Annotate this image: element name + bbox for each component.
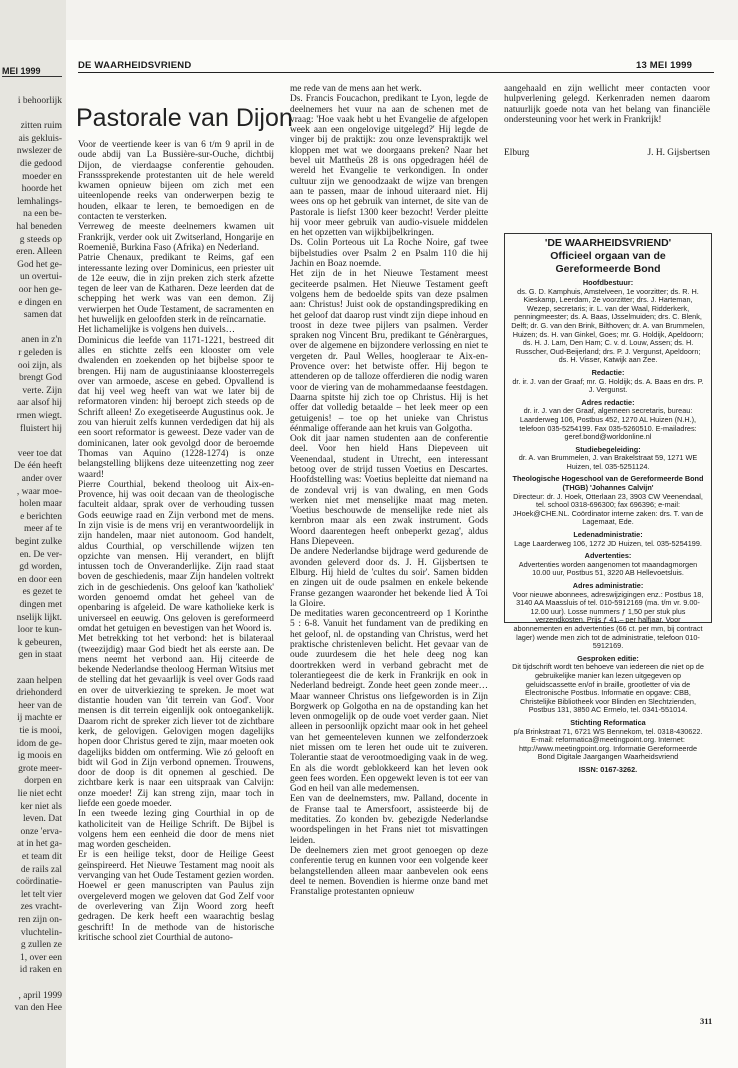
article-paragraph: Dominicus die leefde van 1171-1221, bestreed dit alles en stichtte zelfs een klooster om vele dwalenden en zoekenden op het bijbelse spoor te brengen. Hij nam de augustiniaanse kloosterregels over van armoede, ascese en gebed. Opvallend is dat hij veel weg heeft van wat we later bij de reformatoren vinden: hij beroept zich steeds op de Schrift alleen! Zo exegetiseerde Augustinus ook. Je zou van hieruit zelfs kunnen verdedigen dat hij als een soort reformator is geweest. Deze vader van de dominicanen, later ook gevolgd door de beroemde Thomas van Aquino (1228-1274) is onze belangstelling blijkens deze uiteenzetting nog zeer waard! (78, 335, 274, 480)
gutter-line: dorpen en (24, 776, 62, 787)
colophon-section-heading: Adres administratie: (572, 581, 644, 590)
gutter-line: na een be- (22, 209, 62, 220)
gutter-line: aar alsof hij (17, 398, 62, 409)
gutter-line: idom de ge- (16, 738, 62, 749)
gutter-line: i behoorlijk (17, 96, 62, 106)
gutter-line: r geleden is (18, 348, 62, 358)
colophon-section-heading: Studiebegeleiding: (575, 444, 641, 454)
colophon-section-heading: Hoofdbestuur: (582, 278, 634, 287)
gutter-line: zes vracht- (20, 902, 62, 913)
article-paragraph: Ds. Colin Porteous uit La Roche Noire, gaf twee bijbelstudies over Psalm 2 en Psalm 110 die hij Jachin en Boaz noemde. (290, 238, 488, 270)
gutter-line: g zullen ze (20, 940, 62, 951)
article-paragraph: me rede van de mens aan het werk. (290, 84, 422, 94)
article-column-2 (290, 84, 488, 1010)
gutter-line: hoorde het (21, 184, 62, 195)
gutter-line: en door een (17, 574, 62, 585)
gutter-line: leven. Dat (22, 814, 62, 825)
gutter-line: gd worden, (19, 562, 62, 573)
gutter-line: ig moois en (17, 751, 62, 762)
header-rule (78, 72, 714, 73)
gutter-line: nwslezer de (16, 146, 62, 157)
gutter-line: at in het ga- (16, 839, 62, 850)
gutter-line: hal beneden (16, 222, 62, 232)
gutter-line: en. De ver- (19, 549, 62, 560)
gutter-line: ren zijn on- (18, 915, 62, 925)
colophon-section-heading: Theologische Hogeschool van de Gereformeerde Bond (THGB) 'Johannes Calvijn' (512, 474, 704, 493)
article-paragraph: Patrie Chenaux, predikant te Reims, gaf een interessante lezing over Dominicus, een priester uit de 12e eeuw, die in zijn preken zich sterk afzette tegen de leer van de Katharen. Deze leerden dat de schepping het werk was van een demon. Zij verwierpen het Oude Testament, de sacramenten en het huwelijk en geloofden sterk in de reïncarnatie. (78, 253, 274, 326)
colophon-section-body: Advertenties worden aangenomen tot maandagmorgen 10.00 uur, Postbus 51, 3220 AB Hellevoetsluis. (518, 559, 698, 578)
page-number: 311 (700, 1016, 713, 1026)
article-paragraph: Met betrekking tot het verbond: het is bilateraal (tweezijdig) maar God biedt het als eerste aan. De mens neemt het verbond aan. Hij citeerde de bekende Nederlandse theoloog Herman Witsius met de stelling dat het gevaarlijk is veel over Gods raad en over de uitverkiezing te spreken. Je moet wat distantie houden van 'dit terrein van God'. Voor mensen is dit terrein eigenlijk ook ontoegankelijk. Daarom richt de spreker zich liever tot de zichtbare kerk, de gelovigen. Gelovigen mogen dagelijks hopen door Christus gered te zijn, maar moeten ook dagelijks bidden om ontferming. Wie zó gelooft en bidt wil God in Zijn verbond opnemen. Trouwens, door de doop is dit opnemen al geschied. De zichtbare kerk is naar een uitspraak van Calvijn: onze moeder! Zij kan streng zijn, maar toch in liefde een goede moeder. (78, 634, 274, 809)
gutter-line: gen in staat (18, 650, 62, 661)
gutter-line: loor te kun- (17, 625, 62, 636)
gutter-line: grote meer- (18, 763, 62, 774)
gutter-line: nselijk lijkt. (16, 612, 62, 623)
gutter-line: zitten ruim (20, 121, 62, 132)
gutter-line: fluistert hij (20, 423, 62, 434)
colophon-section-heading: Redactie: (591, 367, 625, 377)
gutter-line: God het ge- (17, 259, 62, 270)
gutter-header: MEI 1999 (2, 66, 62, 77)
gutter-line: holen maar (19, 499, 62, 510)
gutter-line: zaan helpen (16, 675, 62, 686)
gutter-line: et team dit (21, 852, 62, 862)
article-paragraph: De meditaties waren geconcentreerd op 1 Korinthe 5 : 6-8. Vanuit het fundament van de prediking en het geloof, nl. de opstanding van Christus, werd het praktische christenleven belicht. Het gevaar van de oude zuurdesem die het hele deeg nog kan doortrekken werd in verband gebracht met de tolerantiegeest die de kerk in Frankrijk en ook in Nederland bedreigt. Zonde heet geen zonde meer… Maar wanneer Christus ons liefgeworden is in Zijn Borgwerk op Golgotha en na de opstanding kan het leven onmogelijk op de oude voet verder gaan. Niet alleen in persoonlijk opzicht maar ook in het geheel van het gemeenteleven kunnen we zelfonderzoek niet missen om te leren het oude uit te zuiveren. Tolerantie staat de verootmoediging vaak in de weg. En als die wordt geblokkeerd kan het leven ook geen fees worden. Een opgewekt leven is tot eer van God en heil van alle medemensen. (290, 609, 488, 795)
colophon-section-body: Lage Laarderweg 106, 1272 JD Huizen, tel. 035-5254199. (514, 538, 702, 548)
colophon-box (504, 233, 712, 774)
gutter-line: onze 'erva- (20, 826, 62, 837)
gutter-line: moeder en (22, 171, 62, 182)
article-paragraph: Er is een heilige tekst, door de Heilige Geest geïnspireerd. Het Nieuwe Testament mag nooit als vervanging van het Oude Testament gezien worden. Hoewel er geen manuscripten van Paulus zijn overgeleverd mogen we geloven dat God Zelf voor de overlevering van Zijn Woord zorg heeft gedragen. De kerk heeft een waarachtig beslag geschrift! In de methode van de historische kritische school ziet Courthial de autono- (78, 850, 274, 943)
gutter-line: e berichten (20, 511, 62, 522)
colophon-section-heading: Advertenties: (584, 551, 632, 561)
gutter-line: de rails zal (20, 864, 62, 875)
gutter-line: anen in z'n (21, 335, 62, 346)
gutter-line: van den Hee (14, 1003, 62, 1014)
gutter-line: ooi zijn, als (17, 360, 62, 371)
gutter-line: verte. Zijn (22, 385, 62, 396)
colophon-title: 'DE WAARHEIDSVRIEND' (544, 237, 672, 249)
header-publication: DE WAARHEIDSVRIEND (78, 60, 192, 71)
article-column-3-text: aangehaald en zijn wellicht meer contacten voor hulpverlening gelegd. Kerkenraden nemen daarom natuurlijk goede nota van het belang van financiële ondersteuning voor het werk in Frankrijk! (504, 84, 710, 125)
gutter-line: vluchtelin- (20, 927, 62, 938)
article-paragraph: De andere Nederlandse bijdrage werd gedurende de avonden geleverd door ds. J. H. Gijsbertsen te Elburg. Hij hield de 'cultes du soir'. Samen bidden en zingen uit de oude psalmen en enkele bekende Franse gezangen waaronder het bekende lied À Toi la Gloire. (290, 547, 488, 609)
gutter-line: begint zulke (15, 537, 62, 547)
article-paragraph: Het zijn de in het Nieuwe Testament meest geciteerde psalmen. Het Nieuwe Testament geeft volgens hem de bedoelde spits van deze psalmen aan: Christus! Juist ook de opstandingsprediking en het geloof dat daarop rust vindt zijn diepe inhoud en troost in deze twee pijlers van psalmen. Verder spraken nog Vincent Bru, predikant te Génèrargues, over de algemene en bijzondere verlossing en niet te vergeten dr. Paul Welles, hoogleraar te Aix-en-Provence over: het betwiste offer. Hij begon te attenderen op de talloze offerdieren die nodig waren voor de viering van de mohammedaanse feestdagen. Daarna spitste hij zich toe op Christus. Hij is het offer dat volledig betaalde – het leek meer op een getuigenis! – toe op het unieke van Christus éénmalige offerande aan het kruis van Golgotha. (290, 269, 488, 434)
gutter-line: brengt God (18, 373, 62, 384)
article-paragraph: In een tweede lezing ging Courthial in op de katholiciteit van de Heilige Schrift. De Bijbel is volgens hem een eenheid die door de mens niet mag worden gescheiden. (78, 809, 274, 851)
article-paragraph: Het lichamelijke is volgens hen duivels… (78, 325, 235, 336)
gutter-line: heer van de (18, 700, 62, 711)
gutter-line: e dingen en (18, 297, 62, 308)
colophon-section-body: dr. A. van Brummelen, J. van Brakelstraat 59, 1271 WE Huizen, tel. 035-5251124. (518, 453, 698, 471)
colophon-section-body: ds. G. D. Kamphuis, Amstelveen, 1e voorzitter; ds. R. H. Kieskamp, Leerdam, 2e voorzitter; drs. J. Harteman, Wezep, secretaris; ir. L. van der Waal, Ridderkerk, penningmeester; ds. A. Baas, IJsselmuiden; drs. C. Blenk, Delft; dr. G. van den Brink, Bilthoven; dr. A. van Brummelen, Huizen; ds. H. van Ginkel, Goes; mr. G. Holdijk, Apeldoorn; ds. H. J. Lam, Den Ham; C. v. d. Louw, Assen; ds. H. Russcher, Oud-Beijerland; drs. P. J. Vergunst, Apeldoorn; ds. H. Visser, Katwijk aan Zee. (511, 286, 705, 365)
gutter-line: k gebeuren, (17, 637, 62, 648)
gutter-line: veer toe dat (17, 448, 62, 459)
gutter-line: 1, over een (20, 952, 62, 963)
header-date: 13 MEI 1999 (636, 60, 693, 71)
colophon-section-body: Dit tijdschrift wordt ten behoeve van iedereen die niet op de gebruikelijke manier kan lezen uitgegeven op geluidscassette en/of in braille, grootletter of via de Electronische Postbus. Informatie en opgave: CBB, Christelijke Bibliotheek voor Blinden en Slechtzienden, Postbus 131, 3850 AC Ermelo, tel. 0341-551014. (512, 662, 704, 715)
colophon-section-body: dr. ir. J. van der Graaf; mr. G. Holdijk; ds. A. Baas en drs. P. J. Vergunst. (512, 376, 704, 395)
colophon-subtitle-2: Gereformeerde Bond (555, 263, 661, 275)
previous-page-gutter (0, 0, 66, 1068)
gutter-line: lemhalings- (17, 196, 62, 207)
gutter-line: ais gekluis- (18, 133, 62, 144)
article-paragraph: Een van de deelnemsters, mw. Palland, docente in de Franse taal te Amersfoort, assisteerde bij de meditaties. Zo konden bv. gebezigde Nederlandse woordspelingen in het Frans niet tot misvattingen leiden. (290, 794, 488, 846)
gutter-line: samen dat (23, 310, 62, 321)
colophon-section-heading: Gesproken editie: (577, 653, 639, 663)
gutter-line: un overtui- (20, 272, 62, 283)
gutter-line: rmen wiegt. (16, 411, 62, 421)
gutter-line: id raken en (19, 965, 62, 976)
gutter-line: lie niet echt (17, 789, 62, 799)
gutter-line: ker niet als (20, 801, 62, 812)
gutter-line: es gezet te (22, 587, 62, 598)
gutter-line: ij machte er (17, 713, 62, 724)
article-paragraph: Ook dit jaar namen studenten aan de conferentie deel. Voor hen hield Hans Diepeveen uit Veenendaal, student in Utrecht, een interessant betoog over de strijd tussen Voetius en Descartes. Hoofdstelling was: Voetius bepleitte dat niemand na de zondeval vrij is van dwaling, en men Gods werken niet met menselijke maat mag meten. 'Voetius beschouwde de menselijke rede niet als kernbron maar als een zwak instrument. Gods Woord daarentegen heeft onbeperkt gezag', aldus Hans Diepeveen. (290, 434, 488, 548)
signature-place: Elburg (504, 148, 530, 158)
article-column-1 (78, 140, 274, 1010)
colophon-section-body: dr. ir. J. van der Graaf, algemeen secretaris, bureau: Laarderweg 106, Postbus 452, 1270 AL Huizen (N.H.), telefoon 035-5254199. Fax 035-5260510. E-mailadres: geref.bond@worldonline.nl (519, 406, 697, 442)
article-paragraph: De deelnemers zien met groot genoegen op deze conferentie terug en kunnen voor een volgende keer belangstellenden alleen maar aanbevelen ook eens deel te nemen. Bovendien is hierme onze band met Franstalige protestanten opnieuw (290, 845, 488, 898)
colophon-section-body: Directeur: dr. J. Hoek, Otterlaan 23, 3903 CW Veenendaal, tel. school 0318-696300; fax 696396; e-mail: JHoek@CHE.NL. Coördinator interne zaken: drs. T. van de Lagemaat, Ede. (512, 491, 704, 527)
signature-name: J. H. Gijsbertsen (647, 148, 710, 158)
gutter-line: die gedood (20, 159, 62, 169)
gutter-line: dingen met (19, 600, 62, 610)
gutter-line: coördinatie- (16, 877, 62, 888)
gutter-line: eren. Alleen (16, 247, 62, 258)
colophon-subtitle: Officieel orgaan van de (550, 250, 666, 262)
gutter-line: g steeds op (19, 234, 62, 245)
gutter-line: let telt vier (20, 889, 62, 900)
article-title: Pastorale van Dijon (76, 104, 293, 132)
colophon-section-heading: ISSN: 0167-3262. (578, 764, 638, 774)
gutter-line: driehonderd (16, 688, 62, 699)
gutter-line: , april 1999 (18, 990, 62, 1001)
gutter-line: , waar moe- (16, 486, 62, 497)
gutter-line: De één heeft (14, 461, 62, 472)
article-paragraph: Verreweg de meeste deelnemers kwamen uit Frankrijk, verder ook uit Zwitserland, Hongarije en Roemenië, Burkina Faso (Afrika) en Nederland. (78, 222, 274, 253)
colophon-section-heading: Ledenadministratie: (573, 530, 643, 540)
colophon-section-body: Voor nieuwe abonnees, adreswijzigingen enz.: Postbus 18, 3140 AA Maassluis of tel. 010-5912169 (ma. t/m vr. 9.00-12.00 uur). Losse nummers ƒ 1,50 per stuk plus verzendkosten. Prijs ƒ 41,– per halfjaar. Voor abonnementen en advertenties (66 ct. per mm, bij contract lager) wende men zich tot de administratie, telefoon 010-5912169. (512, 589, 704, 651)
article-paragraph: Pierre Courthial, bekend theoloog uit Aix-en-Provence, hij was ooit decaan van de theologische faculteit aldaar, sprak over de verhouding tussen Gods eeuwige raad en Zijn verbond met de mens. In zijn visie is de mens vrij en verantwoordelijk in zijn handelen, maar niet autonoom. God handelt, aldus Courthial, op verschillende wijzen ten opzichte van mensen. Hij verandert, en blijft intussen toch de Onveranderlijke. Zijn raad staat boven de geschiedenis, maar Zijn handelen voltrekt zich in de geschiedenis. Ons geloof kan 'katholiek' worden genoemd omdat het geheel van de openbaring is afgeleid. De ware katholieke kerk is universeel en eeuwig. Ons geloven is gereformeerd omdat het getuigen en bevestigen van het Woord is. (78, 479, 274, 634)
colophon-section-heading: Adres redactie: (581, 397, 635, 407)
gutter-line: tie is mooi, (19, 726, 62, 736)
colophon-section-body: p/a Brinkstraat 71, 6721 WS Bennekom, tel. 0318-430622. E-mail: reformatica@meetingpoint.org. Internet: http://www.meetingpoint.org. Informatie Gereformeerde Bond Digitale Jaargangen Waarheidsvriend (513, 726, 703, 762)
signature (504, 148, 710, 158)
colophon-section-heading: Stichting Reformatica (570, 717, 646, 727)
gutter-line: meer af te (24, 524, 62, 535)
gutter-line: ander over (21, 474, 62, 484)
article-paragraph: Ds. Francis Foucachon, predikant te Lyon, legde de deelnemers het vuur na aan de schenen met de vraag: 'Hoe vaak hebt u het Evangelie de afgelopen week aan een ongelovige uitgelegd?' Hij legde de vinger bij de praktijk: zou onze levenspraktijk wel kloppen met wat we doorgaans preken? Naar het bevel uit Mattheüs 28 is ons opgedragen héél de wereld het Evangelie te verkondigen. In onder cultuur zijn we genoodzaakt de wijze van brengen aan te passen, maar de inhoud uiteraard niet. Hij wees ons op het gebruik van internet, de site van de Pastorale is liefst 1300 keer bezocht! Verder pleitte hij voor meer gebruik van audio-visuele middelen en het opzetten van wijkbijbelkringen. (290, 94, 488, 239)
gutter-line: oor hen ge- (18, 285, 62, 295)
article-paragraph: Voor de veertiende keer is van 6 t/m 9 april in de oude abdij van La Bussière-sur-Ouche, dichtbij Dijon, de vierdaagse conferentie gehouden. Fransssprekende protestanten uit de hele wereld kwamen opnieuw bijeen om zich met een uiteenlopende reeks van onderwerpen bezig te houden, elkaar te leren, te bemoedigen en de contacten te versterken. (78, 140, 274, 223)
